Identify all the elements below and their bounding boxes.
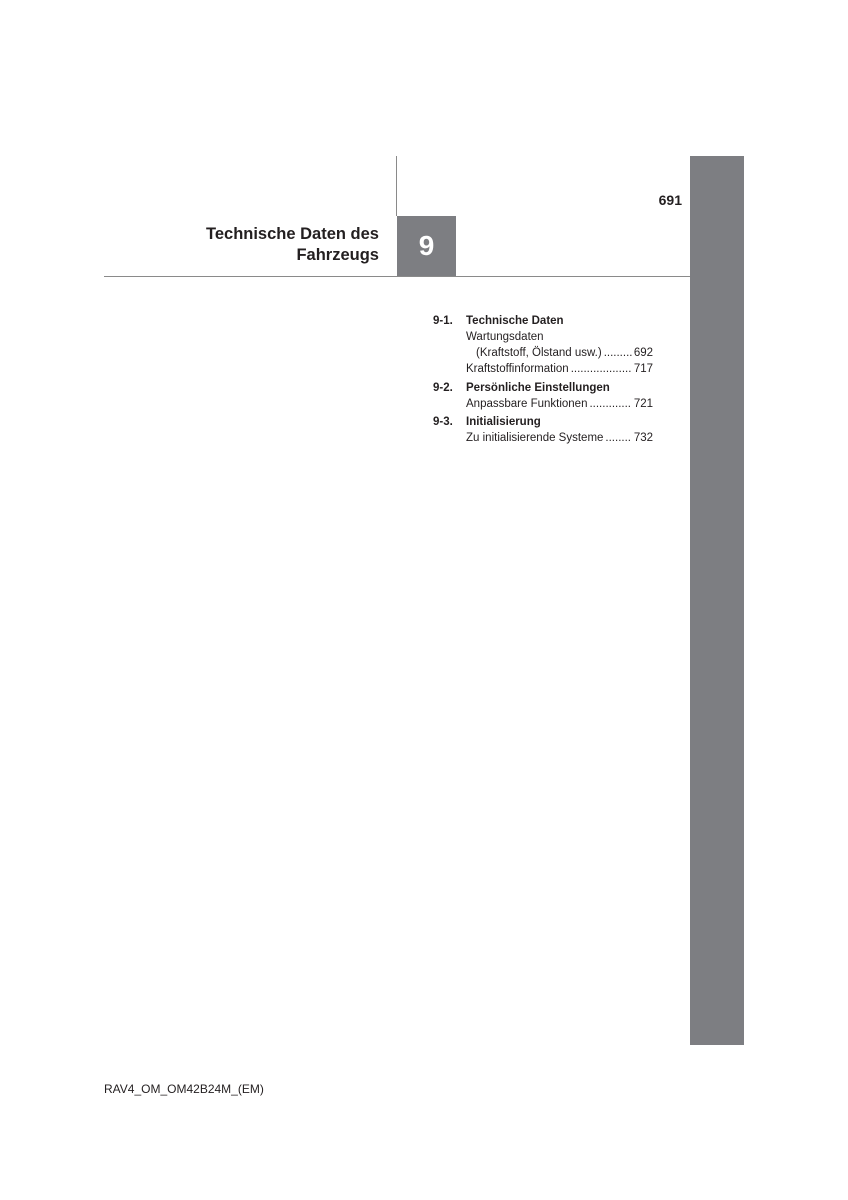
toc-entry-page: 721 xyxy=(633,397,653,410)
section-title: Initialisierung xyxy=(466,416,541,428)
chapter-number-badge: 9 xyxy=(397,216,456,276)
dot-leader xyxy=(604,345,632,361)
toc-entry-label: Anpassbare Funktionen xyxy=(466,397,588,410)
toc-entry-label: Kraftstoffinformation xyxy=(466,363,569,375)
toc-entry-page: 732 xyxy=(633,432,653,444)
toc-section-9-3 xyxy=(433,414,653,446)
chapter-title-line-1: Technische Daten des xyxy=(205,225,379,243)
table-of-contents xyxy=(433,313,653,449)
chapter-side-tab xyxy=(690,156,744,1045)
document-code-footer: RAV4_OM_OM42B24M_(EM) xyxy=(104,1082,264,1096)
dot-leader xyxy=(589,396,631,412)
section-title: Technische Daten xyxy=(466,315,564,327)
section-number: 9-1. xyxy=(433,315,453,327)
toc-section-9-2 xyxy=(433,380,653,412)
toc-section-heading[interactable] xyxy=(433,414,653,430)
toc-entry-label: (Kraftstoff, Ölstand usw.) xyxy=(476,347,602,359)
toc-section-9-1 xyxy=(433,313,653,377)
section-number: 9-2. xyxy=(433,381,453,394)
horizontal-divider xyxy=(104,276,691,277)
chapter-title xyxy=(150,224,379,266)
page-number: 691 xyxy=(658,192,682,208)
chapter-title-line-2: Fahrzeugs xyxy=(296,246,379,264)
toc-section-heading[interactable] xyxy=(433,380,653,396)
toc-section-heading[interactable] xyxy=(433,313,653,329)
section-title: Persönliche Einstellungen xyxy=(466,381,610,394)
toc-entry[interactable] xyxy=(466,361,653,377)
toc-entry-label: Zu initialisierende Systeme xyxy=(466,432,604,444)
toc-entry[interactable] xyxy=(466,396,653,412)
dot-leader xyxy=(605,430,631,446)
dot-leader xyxy=(571,361,632,377)
toc-entry-page: 692 xyxy=(633,347,653,359)
toc-entry[interactable] xyxy=(466,345,653,361)
toc-entry[interactable] xyxy=(466,430,653,446)
toc-entry-page: 717 xyxy=(633,363,653,375)
toc-entry-label-line[interactable]: Wartungsdaten xyxy=(466,331,544,343)
section-number: 9-3. xyxy=(433,416,453,428)
vertical-divider xyxy=(396,156,397,216)
